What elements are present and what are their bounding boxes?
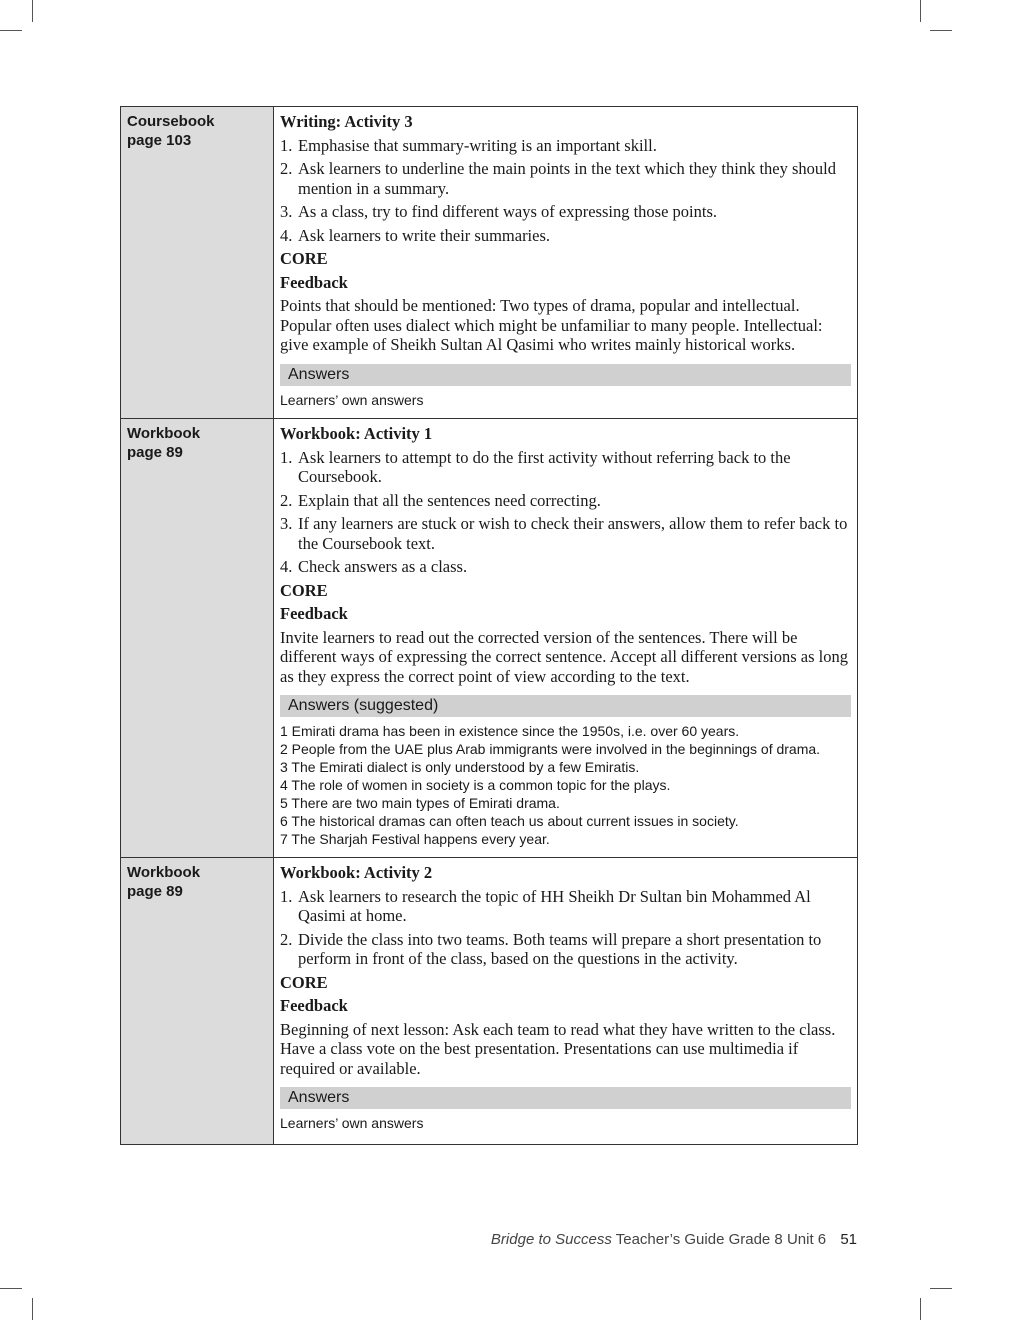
table-row <box>121 858 858 1145</box>
feedback-text: Beginning of next lesson: Ask each team to read what they have written to the class. Have a class vote on the best presentation. Presentations can use multimedia if required or available. <box>280 1019 836 1078</box>
feedback-text: Points that should be mentioned: Two types of drama, popular and intellectual. Popular often uses dialect which might be unfamiliar to many people. Intellectual: give example of Sheikh Sultan Al Qasimi who writes mainly historical works. <box>280 296 823 354</box>
core-label: CORE <box>280 972 328 992</box>
list-item: 2. Ask learners to underline the main points in the text which they think they should mention in a summary. <box>280 159 836 198</box>
list-item: 1. Ask learners to research the topic of HH Sheikh Dr Sultan bin Mohammed Al Qasimi at home. <box>280 886 811 925</box>
answers-heading: Answers <box>280 1087 851 1109</box>
table-row <box>121 419 858 858</box>
list-item: 3. As a class, try to find different ways of expressing those points. <box>280 202 717 221</box>
answer-item: 4 The role of women in society is a common topic for the plays. <box>280 777 671 793</box>
list-item: 2. Explain that all the sentences need correcting. <box>280 490 601 510</box>
reference-book: Workbook <box>127 425 201 442</box>
answer-item: 1 Emirati drama has been in existence since the 1950s, i.e. over 60 years. <box>280 723 740 739</box>
reference-page: page 89 <box>127 444 183 461</box>
answer-item: 5 There are two main types of Emirati drama. <box>280 795 560 811</box>
answer-item: Learners’ own answers <box>280 1115 424 1131</box>
steps-list <box>280 136 851 246</box>
reference-cell <box>121 107 274 419</box>
crop-mark <box>0 30 22 31</box>
core-label: CORE <box>280 249 328 268</box>
guide-text: Teacher’s Guide Grade 8 Unit 6 <box>615 1231 827 1248</box>
activity-title: Writing: Activity 3 <box>280 112 413 131</box>
steps-list <box>280 448 851 577</box>
answers-heading: Answers (suggested) <box>280 695 851 717</box>
answer-item: Learners’ own answers <box>280 391 424 408</box>
list-item: 4. Ask learners to write their summaries. <box>280 225 551 245</box>
answers-heading: Answers <box>280 364 851 386</box>
reference-cell <box>121 419 274 858</box>
answers-list <box>280 391 851 409</box>
reference-book: Coursebook <box>127 113 215 130</box>
feedback-heading: Feedback <box>280 996 348 1015</box>
crop-mark <box>920 1298 921 1320</box>
feedback-text: Invite learners to read out the corrected version of the sentences. There will be different ways of expressing the correct sentence. Accept all different versions as long as they express the correct point of view according to the text. <box>280 627 848 686</box>
page-number: 51 <box>840 1231 857 1248</box>
activity-cell <box>274 107 858 419</box>
feedback-heading: Feedback <box>280 604 348 623</box>
list-item: 2. Divide the class into two teams. Both teams will prepare a short presentation to perform in front of the class, based on the questions in the activity. <box>280 929 822 968</box>
crop-mark <box>930 1288 952 1289</box>
page-footer <box>491 1231 857 1248</box>
list-item: 4. Check answers as a class. <box>280 557 468 576</box>
crop-mark <box>0 1288 22 1289</box>
activity-title: Workbook: Activity 2 <box>280 863 433 882</box>
list-item: 1. Ask learners to attempt to do the first activity without referring back to the Coursebook. <box>280 447 791 486</box>
steps-list <box>280 887 851 969</box>
list-item: 1. Emphasise that summary-writing is an important skill. <box>280 135 657 155</box>
crop-mark <box>930 30 952 31</box>
lesson-plan-table <box>120 106 858 1145</box>
answer-item: 3 The Emirati dialect is only understood by a few Emiratis. <box>280 759 640 775</box>
activity-cell <box>274 858 858 1145</box>
answers-list <box>280 1114 851 1132</box>
reference-book: Workbook <box>127 864 201 881</box>
answer-item: 2 People from the UAE plus Arab immigrants were involved in the beginnings of drama. <box>280 741 821 757</box>
reference-cell <box>121 858 274 1145</box>
reference-page: page 103 <box>127 132 192 149</box>
reference-page: page 89 <box>127 883 183 900</box>
answers-list <box>280 722 851 848</box>
answer-item: 7 The Sharjah Festival happens every year. <box>280 831 550 847</box>
table-row <box>121 107 858 419</box>
book-title: Bridge to Success <box>490 1231 612 1248</box>
core-label: CORE <box>280 580 328 600</box>
list-item: 3. If any learners are stuck or wish to check their answers, allow them to refer back to the Coursebook text. <box>280 514 848 553</box>
feedback-heading: Feedback <box>280 272 348 292</box>
answer-item: 6 The historical dramas can often teach us about current issues in society. <box>280 813 739 829</box>
crop-mark <box>920 0 921 22</box>
crop-mark <box>32 1298 33 1320</box>
activity-title: Workbook: Activity 1 <box>280 424 433 443</box>
crop-mark <box>32 0 33 22</box>
activity-cell <box>274 419 858 858</box>
